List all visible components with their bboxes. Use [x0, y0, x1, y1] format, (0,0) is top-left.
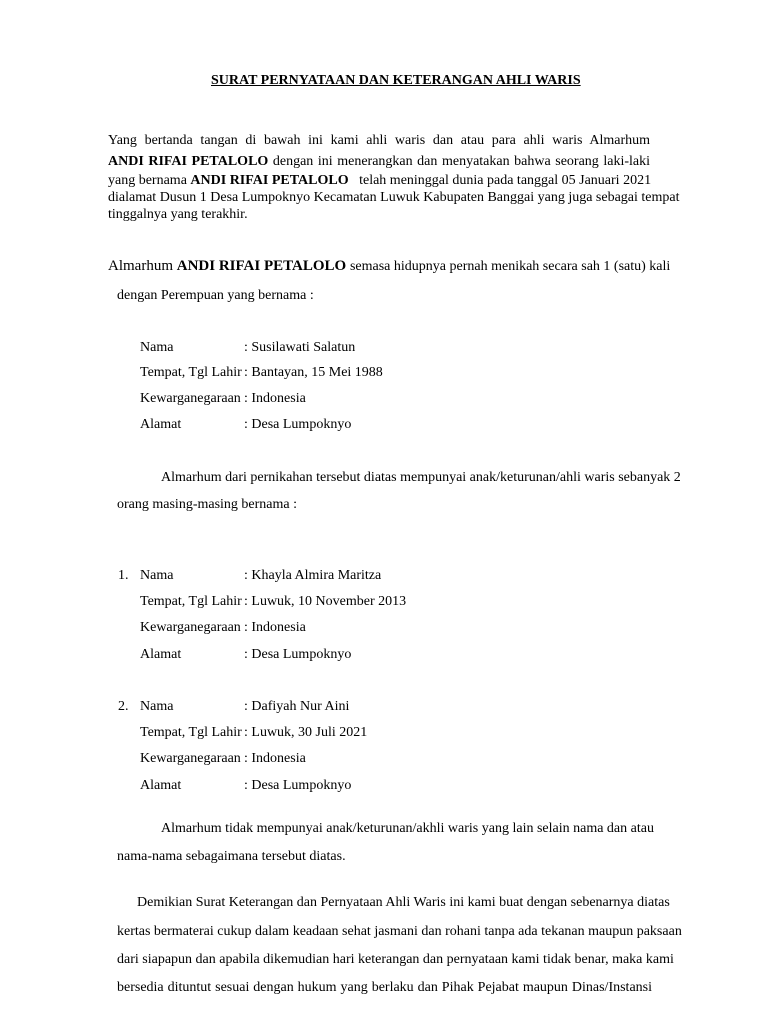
deceased-name-3: ANDI RIFAI PETALOLO [176, 258, 347, 274]
intro-line-3-a: yang bernama [108, 173, 187, 188]
no-other-line-1: Almarhum tidak mempunyai anak/keturunan/akhli waris yang lain selain nama dan atau [161, 821, 654, 836]
child-1-nama-label: Nama [140, 568, 174, 583]
marriage-line-1 [108, 259, 670, 274]
child-2-kw-value: : Indonesia [244, 751, 306, 766]
no-other-line-2: nama-nama sebagaimana tersebut diatas. [117, 849, 346, 864]
child-1-ttl-label: Tempat, Tgl Lahir [140, 594, 242, 609]
intro-line-2-text: dengan ini menerangkan dan menyatakan bahwa seorang laki-laki [272, 154, 651, 169]
child-2-alamat-value: : Desa Lumpoknyo [244, 778, 352, 793]
intro-line-5: tinggalnya yang terakhir. [108, 207, 248, 222]
intro-line-3 [108, 174, 651, 188]
child-2-nama-label: Nama [140, 699, 174, 714]
spouse-kw-label: Kewarganegaraan [140, 391, 241, 406]
child-2-ttl-label: Tempat, Tgl Lahir [140, 725, 242, 740]
spouse-alamat-label: Alamat [140, 417, 182, 432]
intro-line-2 [108, 155, 650, 169]
child-1-alamat-value: : Desa Lumpoknyo [244, 647, 352, 662]
child-1-alamat-label: Alamat [140, 647, 182, 662]
marriage-line-1-a: Almarhum [108, 258, 173, 274]
deceased-name-2: ANDI RIFAI PETALOLO [190, 173, 349, 188]
spouse-nama-value: : Susilawati Salatun [244, 340, 356, 355]
spouse-alamat-value: : Desa Lumpoknyo [244, 417, 352, 432]
child-1-ttl-value: : Luwuk, 10 November 2013 [244, 594, 407, 609]
child-1-kw-value: : Indonesia [244, 620, 306, 635]
closing-line-2: kertas bermaterai cukup dalam keadaan sehat jasmani dan rohani tanpa ada tekanan maupun paksaan [117, 924, 682, 939]
spouse-ttl-label: Tempat, Tgl Lahir [140, 365, 242, 380]
intro-line-3-b: telah meninggal dunia pada tanggal 05 Januari 2021 [359, 173, 652, 188]
spouse-kw-value: : Indonesia [244, 391, 306, 406]
child-2-number: 2. [118, 699, 129, 714]
spouse-ttl-value: : Bantayan, 15 Mei 1988 [244, 365, 383, 380]
document-title: SURAT PERNYATAAN DAN KETERANGAN AHLI WARIS [211, 73, 581, 88]
closing-line-1: Demikian Surat Keterangan dan Pernyataan Ahli Waris ini kami buat dengan sebenarnya diatas [137, 895, 670, 910]
intro-line-4: dialamat Dusun 1 Desa Lumpoknyo Kecamatan Luwuk Kabupaten Banggai yang juga sebagai tempat [108, 190, 680, 205]
child-1-nama-value: : Khayla Almira Maritza [244, 568, 382, 583]
child-2-nama-value: : Dafiyah Nur Aini [244, 699, 350, 714]
child-2-ttl-value: : Luwuk, 30 Juli 2021 [244, 725, 368, 740]
marriage-line-2: dengan Perempuan yang bernama : [117, 288, 314, 303]
child-2-kw-label: Kewarganegaraan [140, 751, 241, 766]
closing-line-3: dari siapapun dan apabila dikemudian hari keterangan dan pernyataan kami tidak benar, maka kami [117, 952, 674, 967]
child-1-kw-label: Kewarganegaraan [140, 620, 241, 635]
closing-line-4: bersedia dituntut sesuai dengan hukum yang berlaku dan Pihak Pejabat maupun Dinas/Instansi [117, 980, 652, 995]
spouse-nama-label: Nama [140, 340, 174, 355]
children-intro-line-1: Almarhum dari pernikahan tersebut diatas mempunyai anak/keturunan/ahli waris sebanyak 2 [161, 470, 681, 485]
marriage-line-1-b: semasa hidupnya pernah menikah secara sah 1 (satu) kali [349, 259, 671, 274]
intro-line-1: Yang bertanda tangan di bawah ini kami ahli waris dan atau para ahli waris Almarhum [108, 133, 650, 148]
children-intro-line-2: orang masing-masing bernama : [117, 497, 298, 512]
child-1-number: 1. [118, 568, 129, 583]
child-2-alamat-label: Alamat [140, 778, 182, 793]
deceased-name: ANDI RIFAI PETALOLO [108, 154, 269, 169]
